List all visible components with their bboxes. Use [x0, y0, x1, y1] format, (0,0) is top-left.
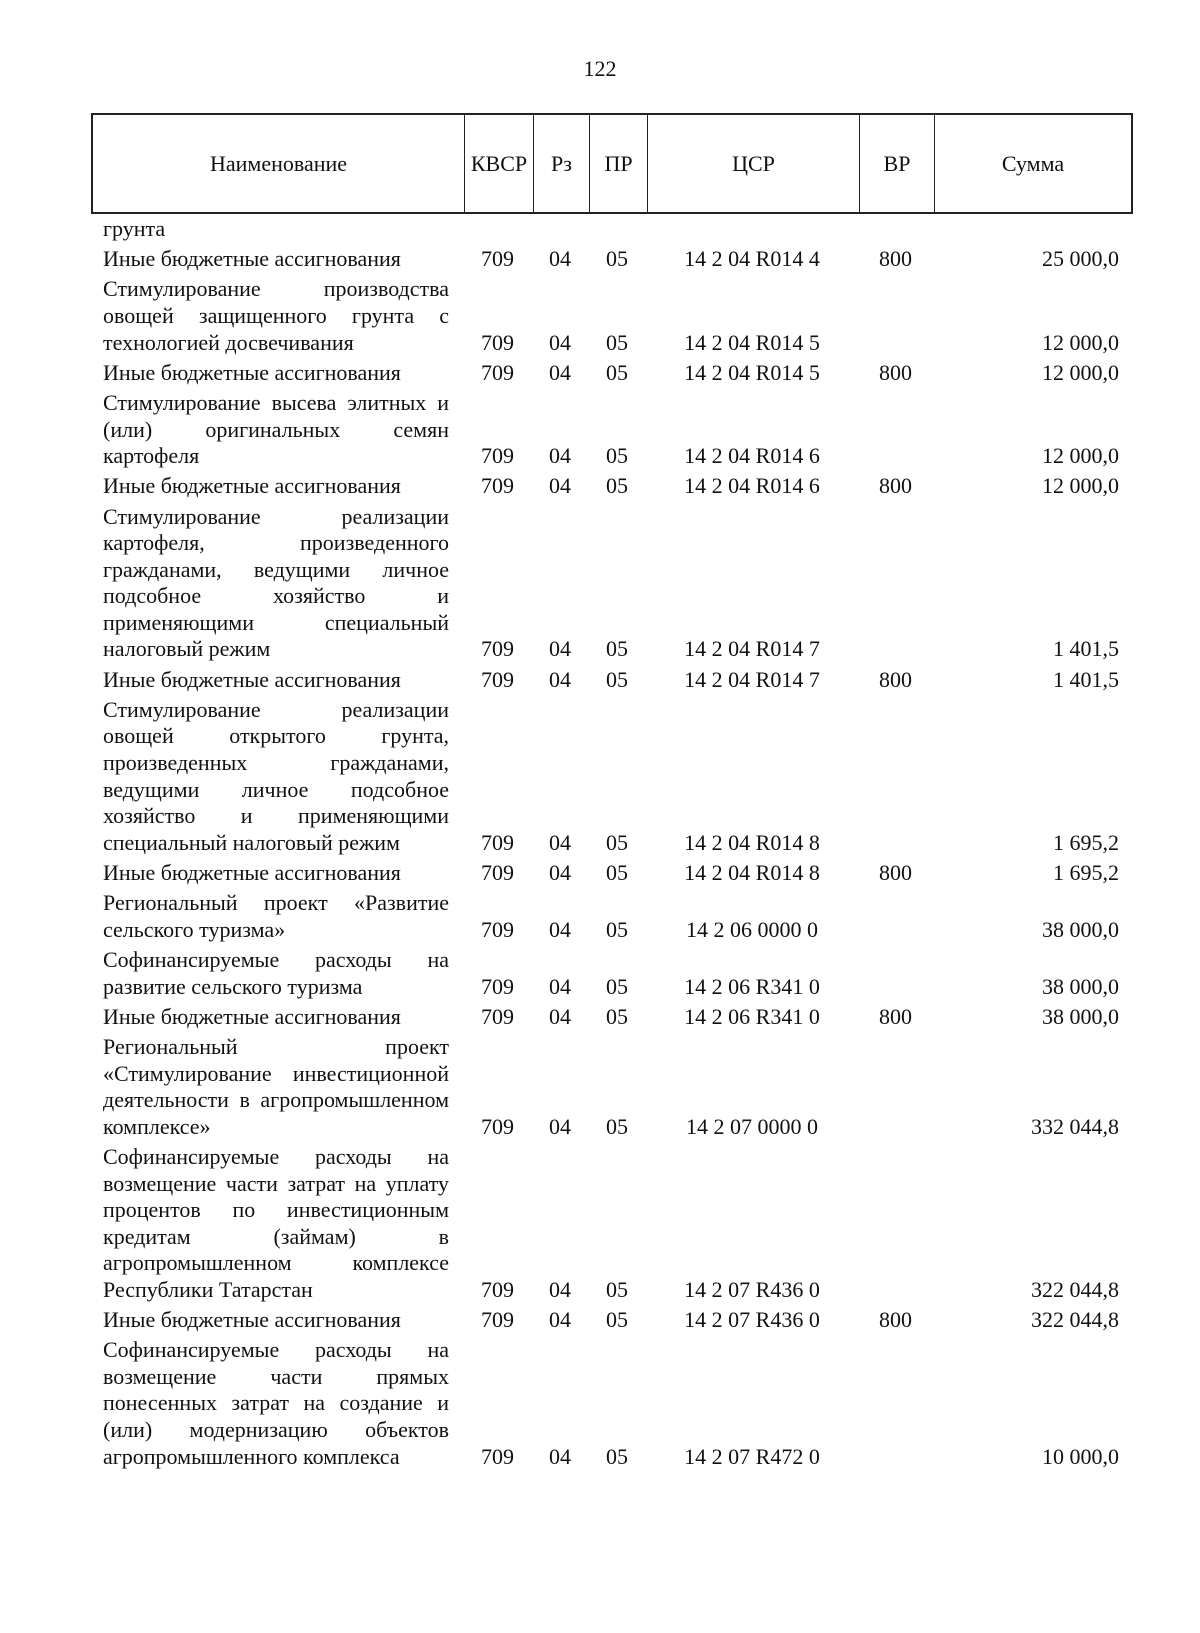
row-kvsr: 709	[481, 636, 514, 662]
row-kvsr: 709	[481, 666, 514, 692]
row-csr: 14 2 04 R014 6	[684, 443, 820, 469]
row-csr: 14 2 04 R014 5	[684, 329, 820, 355]
header-vr: ВР	[860, 115, 935, 212]
row-pr: 05	[606, 636, 628, 662]
row-sum: 12 000,0	[1042, 473, 1119, 499]
header-pr: ПР	[590, 115, 648, 212]
row-kvsr: 709	[481, 860, 514, 885]
row-rz: 04	[549, 1276, 571, 1302]
row-rz: 04	[549, 1113, 571, 1139]
row-csr: 14 2 04 R014 4	[684, 246, 820, 272]
row-kvsr: 709	[481, 1113, 514, 1139]
row-csr: 14 2 04 R014 8	[684, 860, 820, 885]
row-name: Региональный проект «Развитие сельского туризма»	[103, 890, 449, 942]
row-name: Софинансируемые расходы на развитие сельского туризма	[103, 946, 449, 999]
row-csr: 14 2 04 R014 8	[684, 829, 820, 855]
row-csr: 14 2 07 R436 0	[684, 1307, 820, 1333]
row-pr: 05	[606, 1113, 628, 1139]
table-row	[91, 1144, 1129, 1304]
table-row	[91, 697, 1129, 857]
row-csr: 14 2 06 0000 0	[686, 916, 818, 942]
row-sum: 25 000,0	[1042, 246, 1119, 272]
table-row	[91, 504, 1129, 664]
table-row	[91, 1337, 1129, 1470]
row-kvsr: 709	[481, 973, 514, 999]
row-rz: 04	[549, 1443, 571, 1469]
row-csr: 14 2 07 R472 0	[684, 1443, 820, 1469]
row-vr: 800	[879, 1307, 912, 1333]
row-kvsr: 709	[481, 1003, 514, 1029]
row-name: Региональный проект «Стимулирование инвестиционной деятельности в агропромышленном комплексе»	[103, 1033, 449, 1139]
row-kvsr: 709	[481, 443, 514, 469]
row-name: Иные бюджетные ассигнования	[103, 1307, 401, 1333]
row-name: Софинансируемые расходы на возмещение части затрат на уплату процентов по инвестиционным кредитам (займам) в агропромышленном комплексе Республики Татарстан	[103, 1143, 449, 1302]
row-pr: 05	[606, 1443, 628, 1469]
row-kvsr: 709	[481, 329, 514, 355]
header-csr: ЦСР	[648, 115, 860, 212]
row-vr: 800	[879, 860, 912, 885]
row-pr: 05	[606, 666, 628, 692]
row-pr: 05	[606, 443, 628, 469]
row-name: Иные бюджетные ассигнования	[103, 473, 401, 499]
row-name: Стимулирование высева элитных и (или) оригинальных семян картофеля	[103, 389, 449, 469]
header-kvsr: КВСР	[465, 115, 534, 212]
row-rz: 04	[549, 973, 571, 999]
row-rz: 04	[549, 443, 571, 469]
row-pr: 05	[606, 1276, 628, 1302]
row-rz: 04	[549, 359, 571, 385]
table-body	[91, 216, 1129, 1470]
row-csr: 14 2 07 0000 0	[686, 1113, 818, 1139]
table-row	[91, 890, 1129, 943]
row-pr: 05	[606, 860, 628, 885]
row-vr: 800	[879, 666, 912, 692]
row-pr: 05	[606, 359, 628, 385]
row-kvsr: 709	[481, 246, 514, 272]
row-csr: 14 2 04 R014 6	[684, 473, 820, 499]
row-kvsr: 709	[481, 1276, 514, 1302]
row-name: Иные бюджетные ассигнования	[103, 666, 401, 692]
row-kvsr: 709	[481, 1307, 514, 1333]
table-row	[91, 667, 1129, 694]
table-row	[91, 1004, 1129, 1031]
row-csr: 14 2 04 R014 7	[684, 636, 820, 662]
row-rz: 04	[549, 636, 571, 662]
row-name: Стимулирование реализации картофеля, произведенного гражданами, ведущими личное подсобное хозяйство и применяющими специальный налоговый режим	[103, 503, 449, 662]
row-sum: 38 000,0	[1042, 973, 1119, 999]
row-sum: 1 695,2	[1053, 829, 1119, 855]
row-pr: 05	[606, 246, 628, 272]
row-rz: 04	[549, 916, 571, 942]
row-sum: 1 401,5	[1053, 666, 1119, 692]
row-vr: 800	[879, 246, 912, 272]
row-csr: 14 2 04 R014 7	[684, 666, 820, 692]
table-row	[91, 947, 1129, 1000]
row-rz: 04	[549, 829, 571, 855]
row-pr: 05	[606, 1307, 628, 1333]
row-csr: 14 2 06 R341 0	[684, 973, 820, 999]
row-rz: 04	[549, 473, 571, 499]
row-name: Иные бюджетные ассигнования	[103, 1003, 401, 1029]
header-rz: Рз	[534, 115, 590, 212]
header-name: Наименование	[93, 115, 465, 212]
row-sum: 332 044,8	[1031, 1113, 1119, 1139]
row-sum: 12 000,0	[1042, 359, 1119, 385]
row-sum: 322 044,8	[1031, 1307, 1119, 1333]
row-sum: 10 000,0	[1042, 1443, 1119, 1469]
table-row	[91, 1034, 1129, 1140]
row-rz: 04	[549, 1003, 571, 1029]
row-sum: 12 000,0	[1042, 443, 1119, 469]
row-sum: 322 044,8	[1031, 1276, 1119, 1302]
row-csr: 14 2 04 R014 5	[684, 359, 820, 385]
row-vr: 800	[879, 1003, 912, 1029]
row-csr: 14 2 06 R341 0	[684, 1003, 820, 1029]
table-row	[91, 1307, 1129, 1334]
row-rz: 04	[549, 1307, 571, 1333]
row-name: Иные бюджетные ассигнования	[103, 359, 401, 385]
row-pr: 05	[606, 473, 628, 499]
table-row	[91, 860, 1129, 887]
row-pr: 05	[606, 329, 628, 355]
table-row	[91, 216, 1129, 243]
row-pr: 05	[606, 1003, 628, 1029]
row-rz: 04	[549, 329, 571, 355]
page-number: 122	[583, 56, 617, 81]
header-sum: Сумма	[1001, 150, 1065, 176]
table-row	[91, 276, 1129, 356]
row-name: Иные бюджетные ассигнования	[103, 860, 401, 885]
table-row	[91, 390, 1129, 470]
row-pr: 05	[606, 916, 628, 942]
row-vr: 800	[879, 359, 912, 385]
row-kvsr: 709	[481, 829, 514, 855]
row-sum: 38 000,0	[1042, 916, 1119, 942]
row-sum: 38 000,0	[1042, 1003, 1119, 1029]
table-header	[91, 113, 1133, 214]
row-sum: 1 695,2	[1053, 860, 1119, 885]
row-pr: 05	[606, 973, 628, 999]
row-kvsr: 709	[481, 1443, 514, 1469]
row-rz: 04	[549, 860, 571, 885]
row-csr: 14 2 07 R436 0	[684, 1276, 820, 1302]
row-name: грунта	[103, 216, 166, 241]
row-name: Иные бюджетные ассигнования	[103, 246, 401, 272]
row-kvsr: 709	[481, 916, 514, 942]
row-sum: 1 401,5	[1053, 636, 1119, 662]
table-row	[91, 246, 1129, 273]
row-rz: 04	[549, 666, 571, 692]
table-row	[91, 473, 1129, 500]
row-name: Софинансируемые расходы на возмещение части прямых понесенных затрат на создание и (или) модернизацию объектов агропромышленного комплекса	[103, 1337, 449, 1469]
row-name: Стимулирование производства овощей защищенного грунта с технологией досвечивания	[103, 276, 449, 355]
row-vr: 800	[879, 473, 912, 499]
row-kvsr: 709	[481, 473, 514, 499]
row-name: Стимулирование реализации овощей открытого грунта, произведенных гражданами, ведущими личное подсобное хозяйство и применяющими специальный налоговый режим	[103, 696, 449, 855]
row-rz: 04	[549, 246, 571, 272]
row-kvsr: 709	[481, 359, 514, 385]
table-row	[91, 360, 1129, 387]
row-pr: 05	[606, 829, 628, 855]
row-sum: 12 000,0	[1042, 329, 1119, 355]
